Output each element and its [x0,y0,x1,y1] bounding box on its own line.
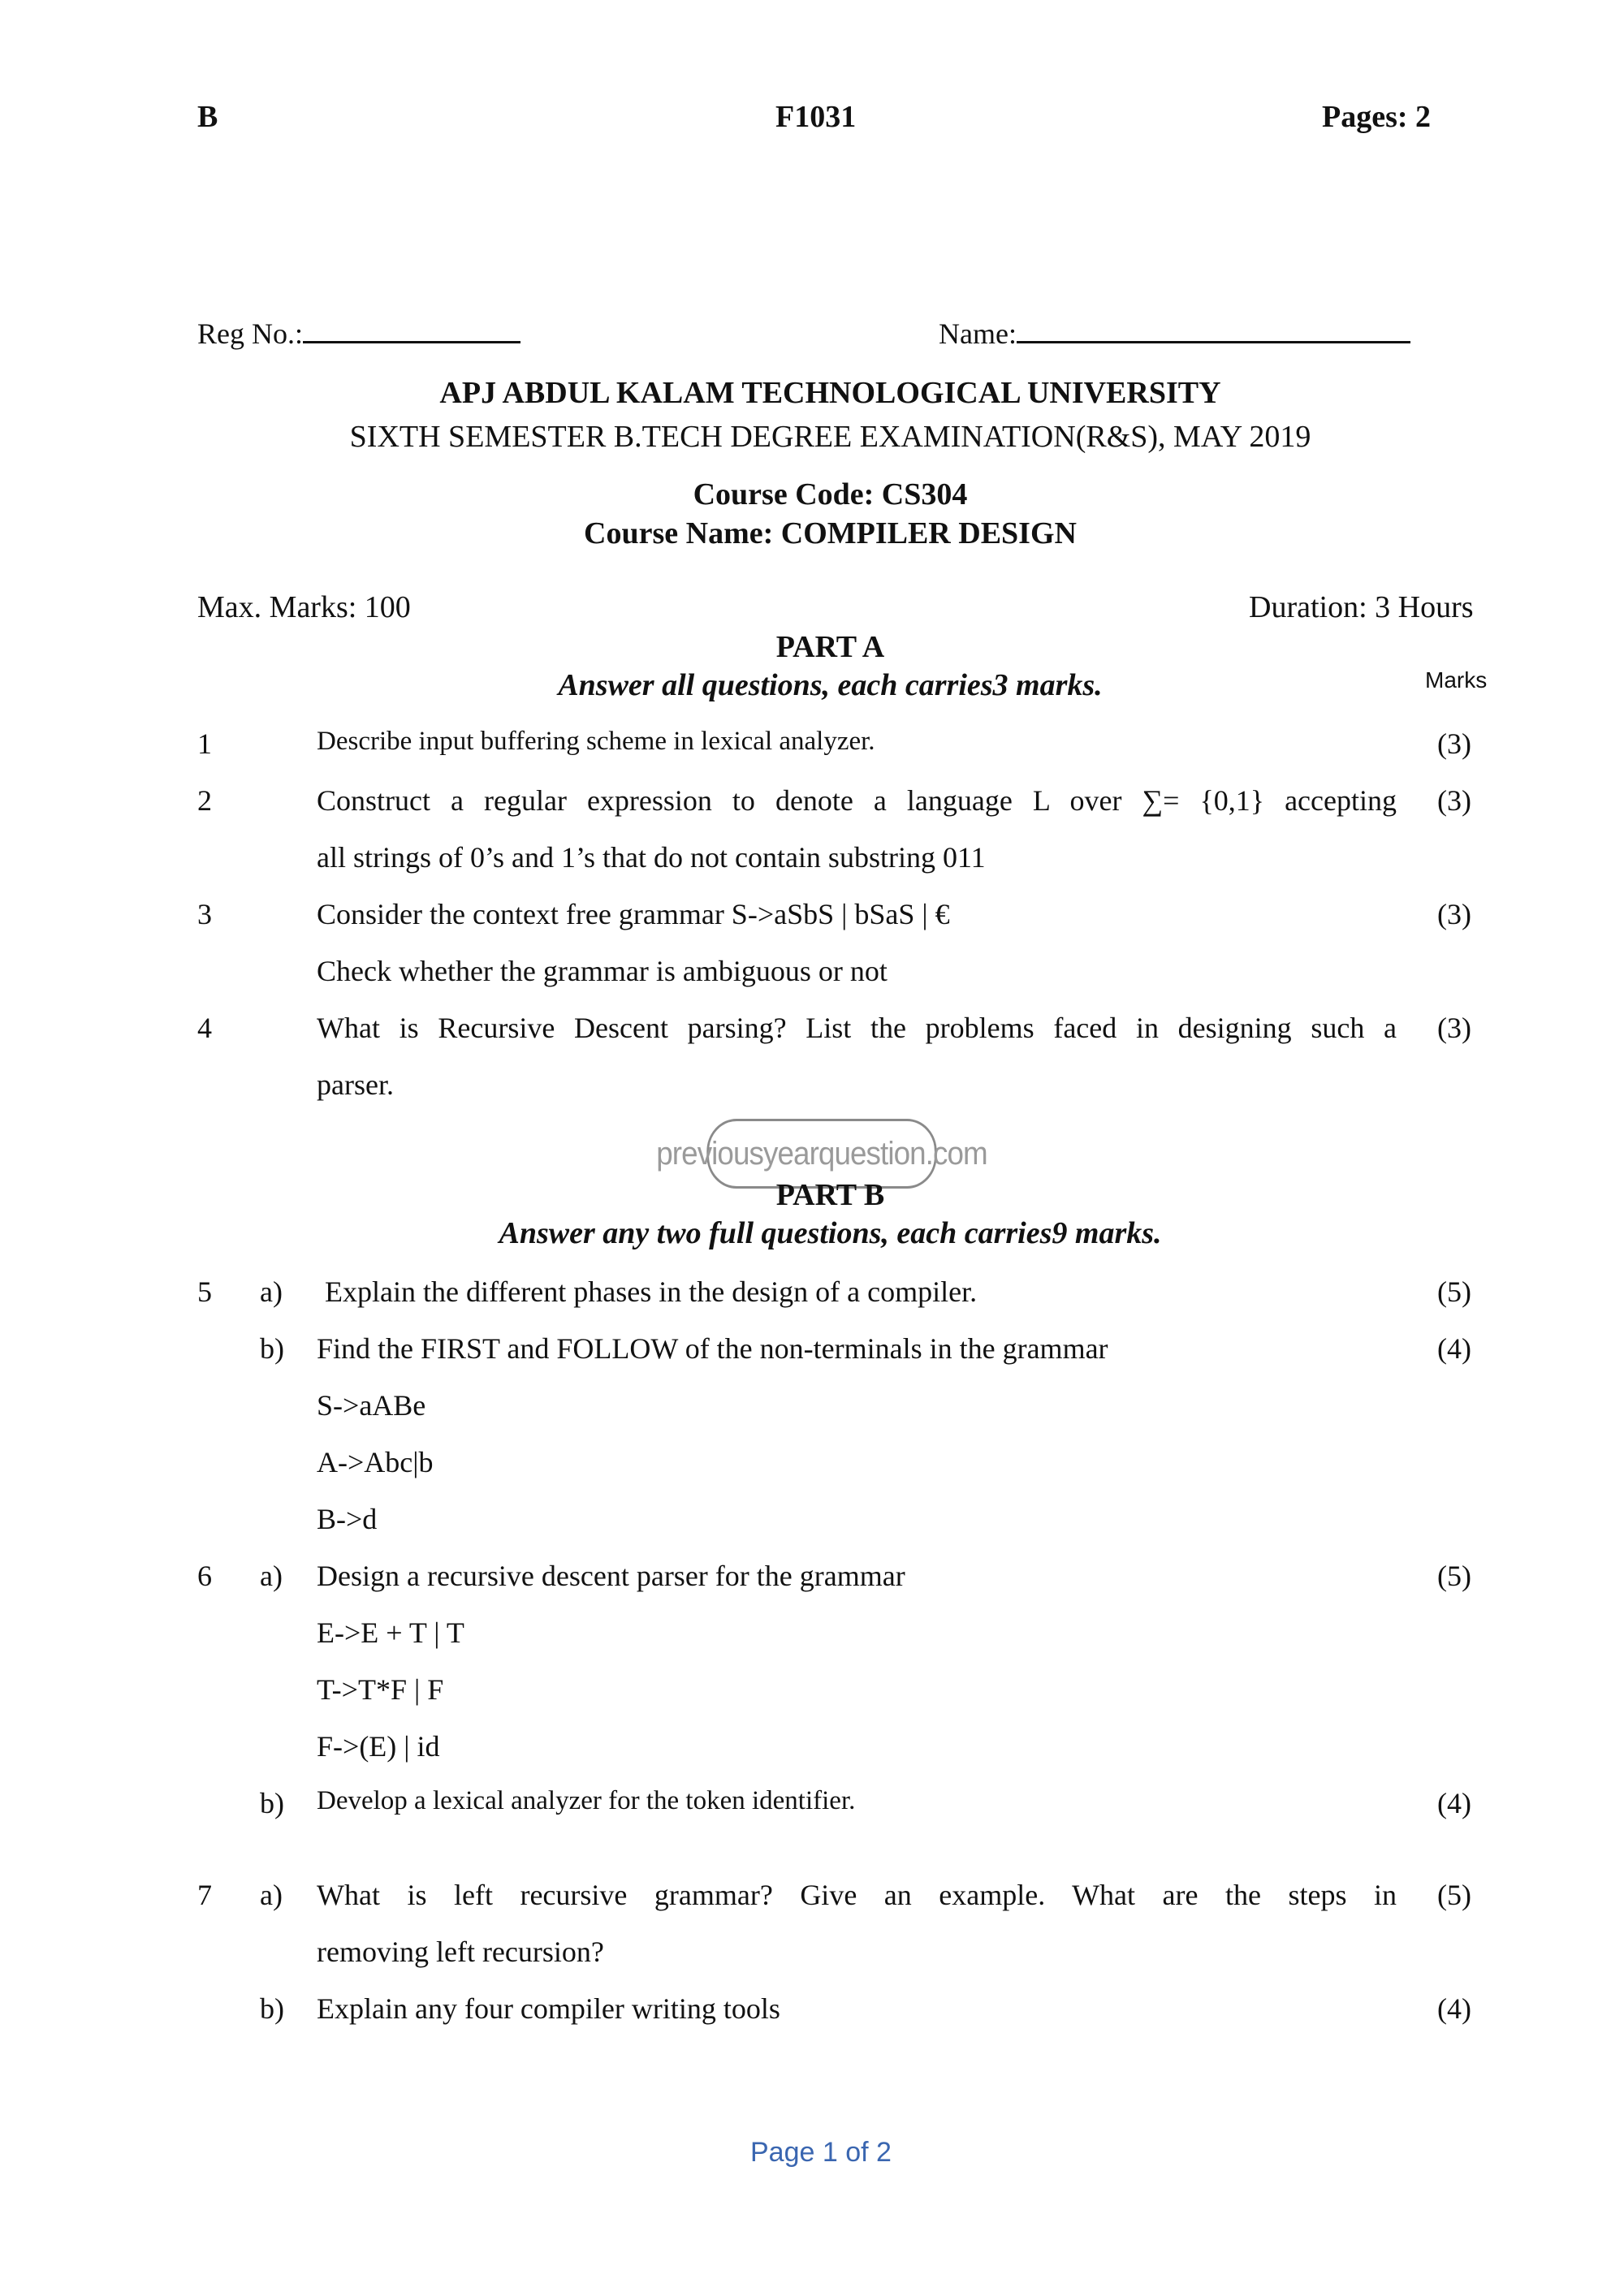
name-blank [1017,317,1410,343]
question-text: Find the FIRST and FOLLOW of the non-terminals in the grammar [317,1332,1108,1365]
max-marks: Max. Marks: 100 [197,590,411,624]
page-count: Pages: 2 [1322,100,1432,134]
sub-question-label: b) [260,1787,284,1819]
question-marks: (5) [1437,1879,1471,1911]
question-number: 6 [197,1560,212,1592]
reg-no-label: Reg No.: [197,317,303,350]
question-marks: (5) [1437,1560,1471,1592]
grammar-rule: F->(E) | id [317,1730,440,1763]
question-number: 4 [197,1012,212,1044]
question-marks: (3) [1437,1012,1471,1044]
question-text: What is Recursive Descent parsing? List the problems faced in designing such a [317,1012,1397,1044]
question-marks: (4) [1437,1332,1471,1365]
question-number: 7 [197,1879,212,1911]
question-text: What is left recursive grammar? Give an example. What are the steps in [317,1879,1397,1911]
sub-question-label: b) [260,1992,284,2025]
sub-question-label: a) [260,1560,283,1592]
course-name: Course Name: COMPILER DESIGN [584,516,1077,550]
question-text-continued: parser. [317,1068,394,1101]
duration: Duration: 3 Hours [1249,590,1474,624]
grammar-rule: T->T*F | F [317,1673,444,1706]
question-number: 5 [197,1275,212,1308]
sub-question-label: a) [260,1275,283,1308]
question-marks: (4) [1437,1992,1471,2025]
question-text: Construct a regular expression to denote a language L over ∑= {0,1} accepting [317,784,1397,817]
question-text: Explain any four compiler writing tools [317,1992,780,2025]
watermark-logo: previousyearquestion.com [706,1119,936,1189]
grammar-rule: B->d [317,1503,378,1535]
paper-id: F1031 [775,100,857,134]
question-text-continued: Check whether the grammar is ambiguous or not [317,955,888,987]
sub-question-label: b) [260,1332,284,1365]
page-number-footer: Page 1 of 2 [750,2137,892,2168]
exam-title: SIXTH SEMESTER B.TECH DEGREE EXAMINATION(R&S), MAY 2019 [349,420,1311,454]
question-marks: (4) [1437,1787,1471,1819]
reg-no-field [197,317,520,351]
part-b-heading: PART B [775,1178,885,1212]
paper-set-code: B [197,100,218,134]
university-title: APJ ABDUL KALAM TECHNOLOGICAL UNIVERSITY [439,376,1221,410]
grammar-rule: S->aABe [317,1389,426,1422]
question-marks: (5) [1437,1275,1471,1308]
course-code: Course Code: CS304 [693,477,968,511]
name-field [939,317,1410,351]
question-text: Describe input buffering scheme in lexical analyzer. [317,727,875,756]
part-a-heading: PART A [775,630,885,664]
question-text-continued: removing left recursion? [317,1936,604,1968]
question-number: 1 [197,727,212,760]
question-number: 2 [197,784,212,817]
grammar-rule: A->Abc|b [317,1446,434,1478]
sub-question-label: a) [260,1879,283,1911]
question-marks: (3) [1437,784,1471,817]
question-text-continued: all strings of 0’s and 1’s that do not contain substring 011 [317,841,986,874]
question-marks: (3) [1437,898,1471,930]
marks-column-label: Marks [1425,667,1488,693]
question-text: Consider the context free grammar S->aSbS | bSaS | € [317,898,950,930]
part-b-instruction: Answer any two full questions, each carries9 marks. [499,1216,1162,1250]
question-text: Explain the different phases in the design of a compiler. [325,1275,978,1308]
question-text: Develop a lexical analyzer for the token identifier. [317,1786,856,1815]
name-label: Name: [939,317,1017,350]
grammar-rule: E->E + T | T [317,1616,464,1649]
reg-no-blank [303,317,520,343]
question-number: 3 [197,898,212,930]
question-marks: (3) [1437,727,1471,760]
part-a-instruction: Answer all questions, each carries3 marks. [558,668,1103,702]
question-text: Design a recursive descent parser for the grammar [317,1560,905,1592]
